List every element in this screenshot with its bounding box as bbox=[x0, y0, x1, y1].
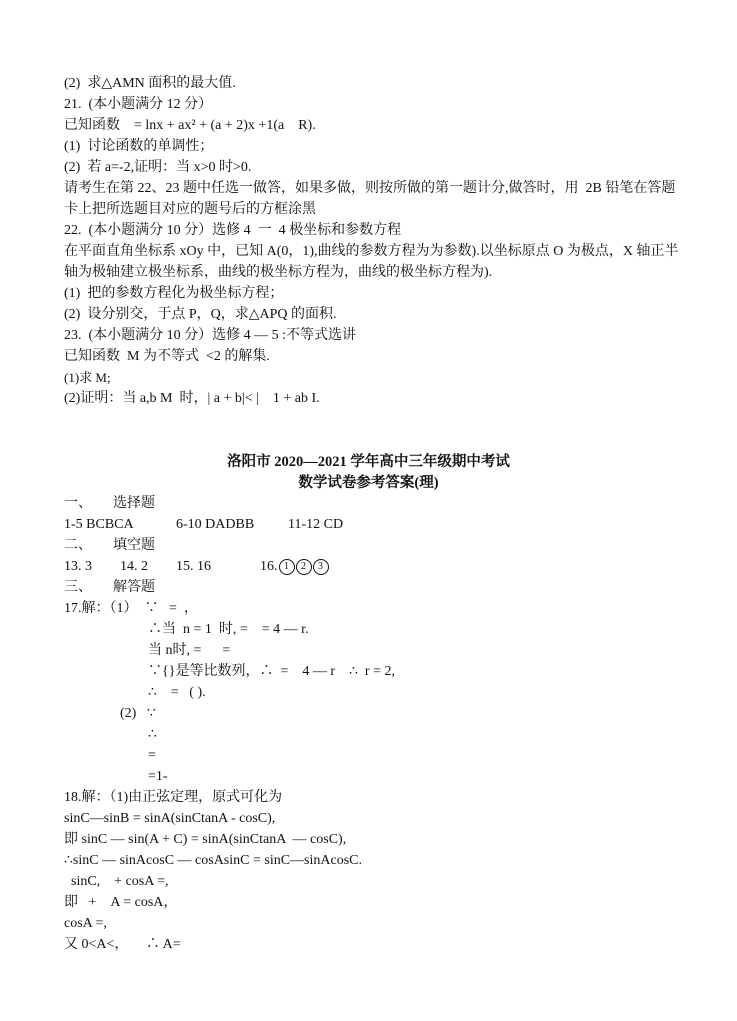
q18-line-7: cosA =, bbox=[64, 916, 107, 931]
answer-15: 15. 16 bbox=[176, 559, 211, 574]
q18-line-6: 即 + A = cosA， bbox=[64, 895, 178, 910]
q18-line-1: 18.解：（1)由正弦定理，原式可化为 bbox=[64, 790, 283, 805]
question-22-text-2: 轴为极轴建立极坐标系，曲线的极坐标方程为，曲线的极坐标方程为). bbox=[64, 265, 493, 280]
question-23-part-1: (1)求 M; bbox=[64, 370, 111, 385]
section-1-answers-b: 6-10 DADBB bbox=[176, 517, 255, 532]
q17-line-5: ∴ = ( ). bbox=[148, 685, 206, 700]
circled-number-2: 2 bbox=[296, 559, 312, 575]
section-1-answers-a: 1-5 BCBCA bbox=[64, 517, 134, 532]
circled-number-3: 3 bbox=[313, 559, 329, 575]
question-22-part-1: (1) 把的参数方程化为极坐标方程； bbox=[64, 286, 284, 301]
section-1-answers-c: 11-12 CD bbox=[288, 517, 344, 532]
circled-number-1: 1 bbox=[279, 559, 295, 575]
answer-16-label: 16. bbox=[260, 559, 278, 574]
question-22-heading: 22. (本小题满分 10 分）选修 4 一 4 极坐标和参数方程 bbox=[64, 223, 402, 238]
answer-14: 14. 2 bbox=[120, 559, 148, 574]
q18-line-2: sinC—sinB = sinA(sinCtanA - cosC), bbox=[64, 811, 276, 826]
q18-line-4: ∴sinC — sinAcosC — cosAsinC = sinC—sinAcosC. bbox=[64, 853, 362, 868]
q18-line-5: sinC, + cosA =, bbox=[64, 874, 169, 889]
question-22-text-1: 在平面直角坐标系 xOy 中，已知 A(0，1),曲线的参数方程为为参数).以坐标原点 O 为极点，X 轴正半 bbox=[64, 244, 679, 259]
q17-line-9: =1- bbox=[148, 769, 168, 784]
q17-line-3: 当 n时, = = bbox=[148, 643, 231, 658]
question-23-part-2: (2)证明：当 a,b M 时，| a + b|< | 1 + ab I. bbox=[64, 391, 320, 406]
answer-title: 洛阳市 2020—2021 学年高中三年级期中考试 bbox=[227, 454, 510, 470]
section-3-heading: 三、 解答题 bbox=[64, 580, 155, 595]
question-21-part-2: (2) 若 a=-2,证明：当 x>0 时>0. bbox=[64, 160, 252, 175]
q17-line-1: 17.解：（1） ∵ = ， bbox=[64, 601, 198, 616]
question-23-heading: 23. (本小题满分 10 分）选修 4 — 5 :不等式选讲 bbox=[64, 328, 357, 343]
section-1-heading: 一、 选择题 bbox=[64, 496, 155, 511]
answer-13: 13. 3 bbox=[64, 559, 92, 574]
q17-line-4: ∵{}是等比数列，∴ = 4 — r ∴ r = 2, bbox=[148, 664, 395, 679]
q18-line-3: 即 sinC — sin(A + C) = sinA(sinCtanA — cosC), bbox=[64, 832, 347, 847]
question-23-text: 已知函数 M 为不等式 <2 的解集. bbox=[64, 349, 270, 364]
q18-line-8: 又 0<A<， ∴ A= bbox=[64, 937, 181, 952]
answer-16 bbox=[260, 557, 329, 577]
section-2-heading: 二、 填空题 bbox=[64, 538, 155, 553]
question-21-heading: 21. (本小题满分 12 分） bbox=[64, 97, 213, 112]
q17-line-8: = bbox=[148, 748, 156, 763]
q17-line-7: ∴ bbox=[148, 727, 157, 742]
question-21-text: 已知函数 = lnx + ax² + (a + 2)x +1(a R). bbox=[64, 118, 316, 133]
instruction-line-2: 卡上把所选题目对应的题号后的方框涂黑 bbox=[64, 202, 316, 217]
q17-line-2: ∴当 n = 1 时, = = 4 — r. bbox=[148, 622, 309, 637]
question-21-part-1: (1) 讨论函数的单调性； bbox=[64, 139, 214, 154]
q17-line-6: (2) ∵ bbox=[120, 706, 156, 721]
instruction-line-1: 请考生在第 22、23 题中任选一做答，如果多做，则按所做的第一题计分,做答时，用 2B 铅笔在答题 bbox=[64, 181, 676, 196]
answer-subtitle: 数学试卷参考答案(理) bbox=[298, 475, 439, 491]
question-20-part-2: (2) 求△AMN 面积的最大值. bbox=[64, 76, 236, 91]
question-22-part-2: (2) 设分别交，于点 P，Q，求△APQ 的面积. bbox=[64, 307, 337, 322]
